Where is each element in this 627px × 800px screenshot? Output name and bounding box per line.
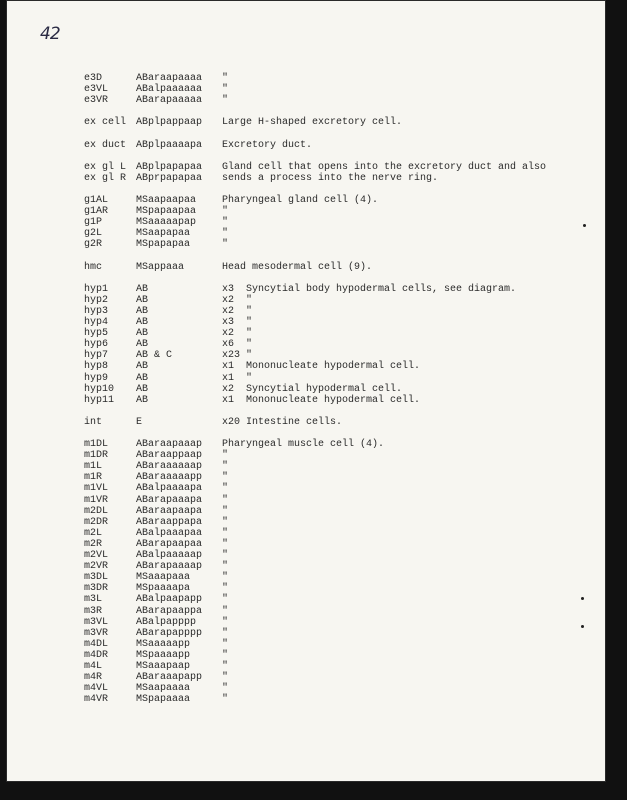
group-spacer	[84, 151, 586, 162]
cell-lineage: ABalpaapapp	[136, 594, 203, 606]
cell-row	[84, 140, 586, 151]
cell-name: m3DR	[84, 583, 109, 595]
cell-description: "	[222, 228, 229, 240]
cell-name: g2R	[84, 239, 103, 251]
cell-lineage: ABarapaapaa	[136, 538, 203, 550]
cell-name: hyp7	[84, 350, 109, 362]
cell-row	[84, 84, 586, 95]
cell-row	[84, 528, 586, 539]
cell-lineage: ABprpapapaa	[136, 172, 203, 184]
cell-description: Gland cell that opens into the excretory duct and also	[222, 161, 547, 173]
cell-name: m3DL	[84, 572, 109, 584]
cell-row	[84, 594, 586, 605]
cell-lineage: MSaapapaa	[136, 228, 191, 240]
cell-lineage: MSaapaapaa	[136, 195, 197, 207]
cell-row	[84, 583, 586, 594]
cell-description: "	[222, 683, 229, 695]
cell-name: hyp3	[84, 305, 109, 317]
cell-row	[84, 284, 586, 295]
cell-description: x3 Syncytial body hypodermal cells, see diagram.	[222, 283, 517, 295]
cell-row	[84, 195, 586, 206]
cell-description: "	[222, 527, 229, 539]
cell-lineage: AB	[136, 283, 149, 295]
cell-lineage: MSpapapaa	[136, 239, 191, 251]
cell-description: Excretory duct.	[222, 139, 313, 151]
group-spacer	[84, 406, 586, 417]
cell-lineage: AB	[136, 317, 149, 329]
cell-row	[84, 206, 586, 217]
cell-row	[84, 506, 586, 517]
cell-lineage: E	[136, 416, 143, 428]
cell-lineage: ABplpaaaapa	[136, 139, 203, 151]
cell-description: "	[222, 605, 229, 617]
cell-description: Head mesodermal cell (9).	[222, 261, 373, 273]
cell-name: m3L	[84, 594, 103, 606]
cell-lineage: MSappaaa	[136, 261, 185, 273]
page-number: 42	[40, 24, 60, 44]
cell-row	[84, 683, 586, 694]
cell-row	[84, 606, 586, 617]
cell-row	[84, 73, 586, 84]
cell-description: x2 "	[222, 305, 253, 317]
cell-name: hmc	[84, 261, 103, 273]
cell-name: hyp6	[84, 339, 109, 351]
cell-row	[84, 661, 586, 672]
cell-name: hyp11	[84, 394, 115, 406]
cell-lineage: AB	[136, 294, 149, 306]
cell-row	[84, 628, 586, 639]
cell-row	[84, 672, 586, 683]
cell-description: x1 Mononucleate hypodermal cell.	[222, 394, 421, 406]
cell-row	[84, 439, 586, 450]
cell-row	[84, 650, 586, 661]
cell-lineage: AB	[136, 383, 149, 395]
cell-description: "	[222, 73, 229, 84]
cell-name: m2L	[84, 527, 103, 539]
cell-row	[84, 694, 586, 705]
cell-description: "	[222, 472, 229, 484]
cell-name: ex gl L	[84, 161, 127, 173]
cell-row	[84, 295, 586, 306]
document-page	[6, 0, 606, 782]
cell-description: "	[222, 516, 229, 528]
cell-lineage: ABarapaappa	[136, 605, 203, 617]
cell-list	[84, 73, 586, 705]
cell-description: x2 "	[222, 328, 253, 340]
group-spacer	[84, 106, 586, 117]
cell-description: "	[222, 627, 229, 639]
cell-description: "	[222, 616, 229, 628]
cell-lineage: MSpapaapaa	[136, 206, 197, 218]
cell-name: m3VL	[84, 616, 109, 628]
cell-name: hyp8	[84, 361, 109, 373]
cell-lineage: ABalpaaapaa	[136, 527, 203, 539]
cell-lineage: MSaaapaaa	[136, 572, 191, 584]
cell-lineage: ABaraapaaap	[136, 439, 203, 451]
cell-lineage: ABaraaapapp	[136, 672, 203, 684]
cell-description: "	[222, 638, 229, 650]
cell-description: "	[222, 550, 229, 562]
cell-lineage: ABaraappapa	[136, 516, 203, 528]
cell-lineage: ABalpaaaaaa	[136, 84, 203, 96]
cell-description: "	[222, 217, 229, 229]
cell-description: "	[222, 95, 229, 107]
cell-row	[84, 495, 586, 506]
cell-name: ex cell	[84, 117, 127, 129]
cell-lineage: ABaraappaap	[136, 450, 203, 462]
cell-description: "	[222, 494, 229, 506]
cell-description: sends a process into the nerve ring.	[222, 172, 439, 184]
paper-speck	[583, 224, 586, 227]
cell-name: e3VL	[84, 84, 109, 96]
cell-description: x1 Mononucleate hypodermal cell.	[222, 361, 421, 373]
cell-name: e3D	[84, 73, 103, 84]
cell-name: hyp5	[84, 328, 109, 340]
group-spacer	[84, 128, 586, 139]
cell-name: hyp1	[84, 283, 109, 295]
cell-description: "	[222, 538, 229, 550]
cell-name: int	[84, 416, 103, 428]
cell-description: "	[222, 461, 229, 473]
cell-name: ex gl R	[84, 172, 127, 184]
cell-lineage: AB	[136, 305, 149, 317]
paper-speck	[581, 597, 584, 600]
cell-row	[84, 228, 586, 239]
cell-row	[84, 550, 586, 561]
cell-lineage: ABarapaaaaa	[136, 95, 203, 107]
cell-name: m1DL	[84, 439, 109, 451]
cell-name: hyp4	[84, 317, 109, 329]
cell-row	[84, 373, 586, 384]
cell-name: m2VR	[84, 561, 109, 573]
cell-row	[84, 617, 586, 628]
cell-description: Pharyngeal gland cell (4).	[222, 195, 379, 207]
cell-lineage: MSpapaaaa	[136, 694, 191, 706]
cell-lineage: AB	[136, 328, 149, 340]
cell-row	[84, 173, 586, 184]
cell-description: "	[222, 84, 229, 96]
cell-row	[84, 539, 586, 550]
cell-lineage: ABaraapaaaa	[136, 73, 203, 84]
cell-name: hyp10	[84, 383, 115, 395]
cell-row	[84, 162, 586, 173]
cell-name: hyp2	[84, 294, 109, 306]
cell-row	[84, 239, 586, 250]
cell-name: m3R	[84, 605, 103, 617]
cell-description: Large H-shaped excretory cell.	[222, 117, 403, 129]
cell-name: m3VR	[84, 627, 109, 639]
group-spacer	[84, 251, 586, 262]
cell-row	[84, 95, 586, 106]
cell-description: Pharyngeal muscle cell (4).	[222, 439, 385, 451]
cell-lineage: MSpaaaapp	[136, 649, 191, 661]
cell-name: m4DR	[84, 649, 109, 661]
cell-description: "	[222, 239, 229, 251]
cell-description: x2 "	[222, 294, 253, 306]
cell-description: "	[222, 660, 229, 672]
cell-row	[84, 317, 586, 328]
cell-lineage: MSaaaaapp	[136, 638, 191, 650]
cell-lineage: ABaraaaaapp	[136, 472, 203, 484]
cell-name: m2DR	[84, 516, 109, 528]
cell-lineage: AB	[136, 361, 149, 373]
cell-description: "	[222, 561, 229, 573]
cell-lineage: ABplpappaap	[136, 117, 203, 129]
cell-lineage: ABaraapaapa	[136, 505, 203, 517]
cell-name: g1AR	[84, 206, 109, 218]
cell-row	[84, 217, 586, 228]
cell-lineage: ABarapaaaap	[136, 561, 203, 573]
cell-name: m2VL	[84, 550, 109, 562]
cell-row	[84, 572, 586, 583]
cell-lineage: ABplpapapaa	[136, 161, 203, 173]
cell-name: m1VR	[84, 494, 109, 506]
cell-row	[84, 262, 586, 273]
cell-description: x3 "	[222, 317, 253, 329]
cell-description: "	[222, 572, 229, 584]
cell-description: "	[222, 505, 229, 517]
cell-row	[84, 639, 586, 650]
cell-lineage: ABalpapppp	[136, 616, 197, 628]
cell-row	[84, 361, 586, 372]
cell-name: m4VR	[84, 694, 109, 706]
cell-description: "	[222, 649, 229, 661]
cell-lineage: ABaraaaaaap	[136, 461, 203, 473]
cell-lineage: AB	[136, 372, 149, 384]
paper-speck	[581, 625, 584, 628]
cell-name: hyp9	[84, 372, 109, 384]
cell-lineage: ABarapapppp	[136, 627, 203, 639]
cell-row	[84, 461, 586, 472]
cell-name: g1P	[84, 217, 103, 229]
cell-description: x1 "	[222, 372, 253, 384]
cell-row	[84, 450, 586, 461]
cell-name: ex duct	[84, 139, 127, 151]
cell-row	[84, 561, 586, 572]
cell-row	[84, 483, 586, 494]
cell-row	[84, 417, 586, 428]
cell-lineage: ABarapaaapa	[136, 494, 203, 506]
cell-description: "	[222, 450, 229, 462]
cell-lineage: MSaapaaaa	[136, 683, 191, 695]
cell-name: m1DR	[84, 450, 109, 462]
cell-lineage: MSaaapaap	[136, 660, 191, 672]
cell-description: "	[222, 583, 229, 595]
group-spacer	[84, 273, 586, 284]
cell-lineage: AB & C	[136, 350, 173, 362]
cell-row	[84, 117, 586, 128]
cell-description: "	[222, 594, 229, 606]
cell-description: x20 Intestine cells.	[222, 416, 343, 428]
cell-description: x23 "	[222, 350, 253, 362]
cell-name: g1AL	[84, 195, 109, 207]
cell-row	[84, 517, 586, 528]
cell-row	[84, 472, 586, 483]
cell-lineage: MSpaaaapa	[136, 583, 191, 595]
cell-lineage: AB	[136, 339, 149, 351]
group-spacer	[84, 428, 586, 439]
cell-lineage: MSaaaaapap	[136, 217, 197, 229]
cell-description: x2 Syncytial hypodermal cell.	[222, 383, 403, 395]
cell-description: "	[222, 694, 229, 706]
cell-row	[84, 306, 586, 317]
cell-name: m1R	[84, 472, 103, 484]
cell-row	[84, 339, 586, 350]
cell-lineage: ABalpaaaaap	[136, 550, 203, 562]
cell-name: m2DL	[84, 505, 109, 517]
group-spacer	[84, 184, 586, 195]
cell-name: m1VL	[84, 483, 109, 495]
cell-row	[84, 384, 586, 395]
cell-lineage: AB	[136, 394, 149, 406]
cell-description: "	[222, 672, 229, 684]
cell-name: g2L	[84, 228, 103, 240]
cell-description: "	[222, 483, 229, 495]
cell-row	[84, 328, 586, 339]
cell-name: m1L	[84, 461, 103, 473]
cell-lineage: ABalpaaaapa	[136, 483, 203, 495]
cell-name: m4DL	[84, 638, 109, 650]
cell-description: "	[222, 206, 229, 218]
cell-row	[84, 395, 586, 406]
cell-name: m4VL	[84, 683, 109, 695]
cell-name: m2R	[84, 538, 103, 550]
cell-name: m4R	[84, 672, 103, 684]
cell-name: e3VR	[84, 95, 109, 107]
cell-name: m4L	[84, 660, 103, 672]
cell-description: x6 "	[222, 339, 253, 351]
cell-row	[84, 350, 586, 361]
